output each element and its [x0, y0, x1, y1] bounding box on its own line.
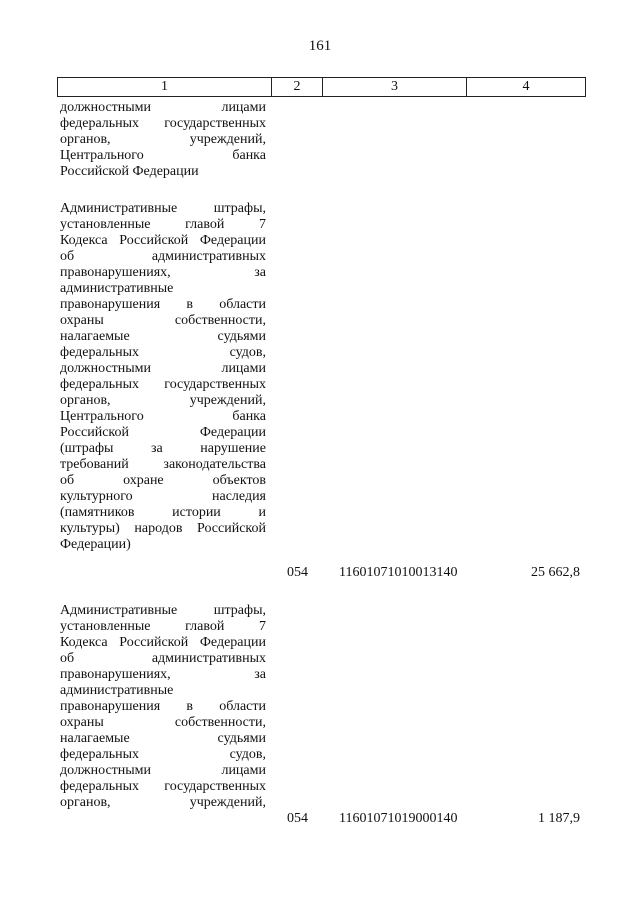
description-line: налагаемые судьями [60, 731, 266, 746]
description-line: федеральных судов, [60, 747, 266, 762]
description-line: об охране объектов [60, 473, 266, 488]
description-line: органов, учреждений, [60, 393, 266, 408]
column-header-1: 1 [58, 78, 272, 96]
description-line: административные [60, 683, 174, 698]
description-line: Центрального банка [60, 409, 266, 424]
description-line: культуры) народов Российской [60, 521, 266, 536]
description-line: Федерации) [60, 537, 131, 552]
table-header [57, 77, 586, 97]
column-header-4: 4 [522, 79, 530, 94]
description-line: Кодекса Российской Федерации [60, 635, 266, 650]
description-line: (штрафы за нарушение [60, 441, 266, 456]
description-line: охраны собственности, [60, 715, 266, 730]
description-line: правонарушения в области [60, 297, 266, 312]
description-line: налагаемые судьями [60, 329, 266, 344]
description-line: установленные главой 7 [60, 619, 266, 634]
description-line: Центрального банка [60, 148, 266, 163]
row-description [60, 603, 266, 811]
description-line: органов, учреждений, [60, 795, 266, 810]
description-line: Российской Федерации [60, 425, 266, 440]
description-line: административные [60, 281, 174, 296]
classification-code: 11601071010013140 [339, 565, 458, 580]
description-line: правонарушениях, за [60, 265, 266, 280]
classification-code: 11601071019000140 [339, 811, 458, 826]
page-number: 161 [308, 38, 332, 54]
description-line: федеральных государственных [60, 779, 266, 794]
description-line: установленные главой 7 [60, 217, 266, 232]
description-line: правонарушения в области [60, 699, 266, 714]
description-line: должностными лицами [60, 100, 266, 115]
description-line: (памятников истории и [60, 505, 266, 520]
description-line: культурного наследия [60, 489, 266, 504]
description-line: федеральных судов, [60, 345, 266, 360]
description-line: правонарушениях, за [60, 667, 266, 682]
description-line: должностными лицами [60, 763, 266, 778]
admin-code: 054 [287, 811, 308, 826]
amount: 1 187,9 [538, 811, 580, 826]
description-line: Административные штрафы, [60, 603, 266, 618]
description-line: федеральных государственных [60, 116, 266, 131]
description-line: требований законодательства [60, 457, 266, 472]
description-line: Российской Федерации [60, 164, 199, 179]
description-line: федеральных государственных [60, 377, 266, 392]
row-description [60, 201, 266, 553]
description-line: об административных [60, 651, 266, 666]
description-line: охраны собственности, [60, 313, 266, 328]
column-header-3: 3 [323, 78, 467, 96]
amount: 25 662,8 [531, 565, 580, 580]
description-line: органов, учреждений, [60, 132, 266, 147]
description-line: об административных [60, 249, 266, 264]
row-description [60, 100, 266, 180]
column-header-2: 2 [272, 78, 323, 96]
description-line: Административные штрафы, [60, 201, 266, 216]
description-line: должностными лицами [60, 361, 266, 376]
description-line: Кодекса Российской Федерации [60, 233, 266, 248]
admin-code: 054 [287, 565, 308, 580]
